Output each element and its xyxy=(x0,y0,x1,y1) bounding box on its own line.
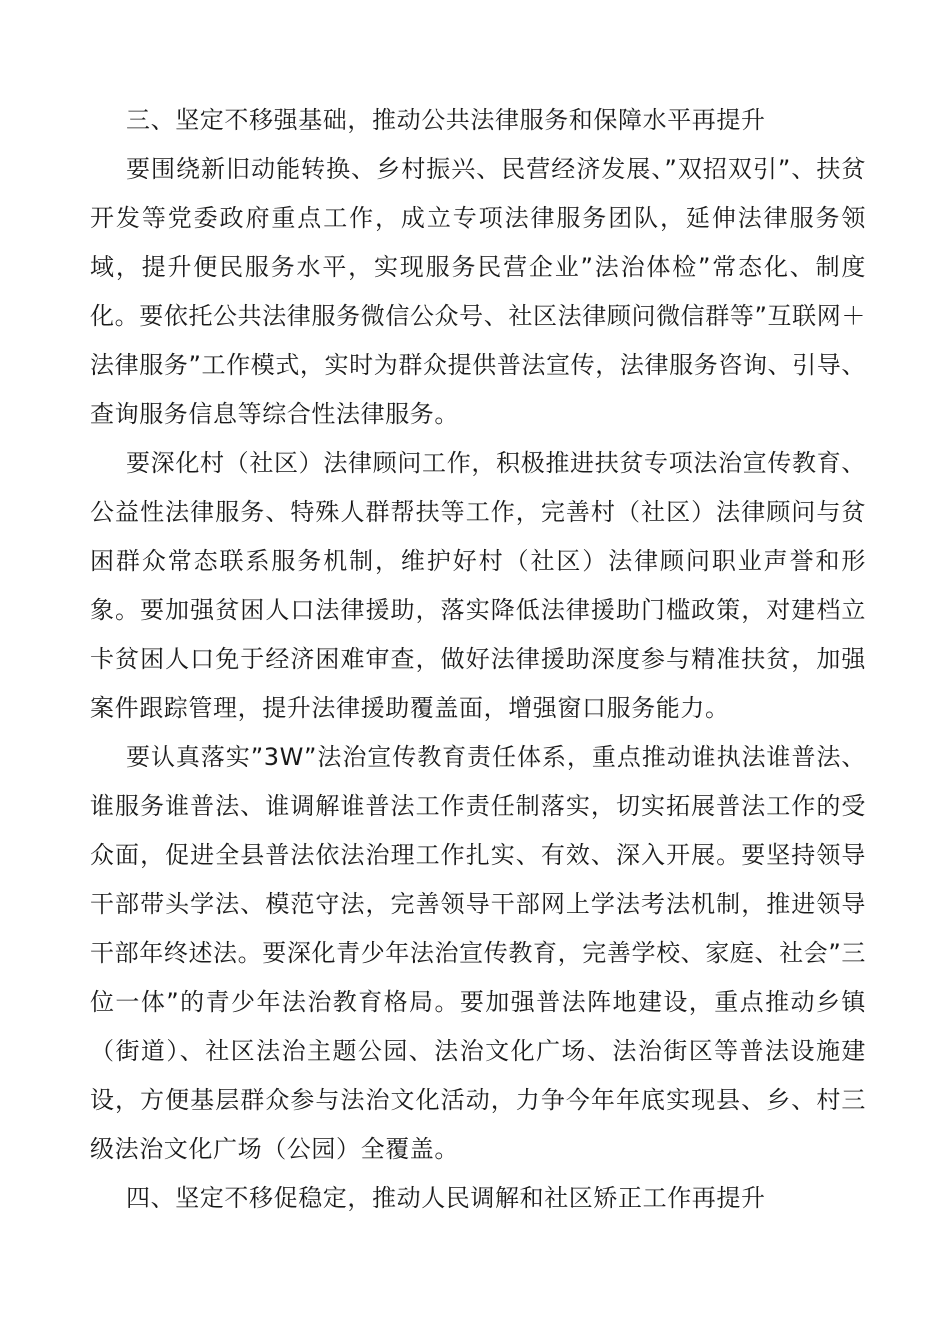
paragraph-legal-education: 要认真落实”3W”法治宣传教育责任体系，重点推动谁执法谁普法、谁服务谁普法、谁调解谁普法工作责任制落实，切实拓展普法工作的受众面，促进全县普法依法治理工作扎实、有效、深入开展。要坚持领导干部带头学法、模范守法，完善领导干部网上学法考法机制，推进领导干部年终述法。要深化青少年法治宣传教育，完善学校、家庭、社会”三位一体”的青少年法治教育格局。要加强普法阵地建设，重点推动乡镇（街道）、社区法治主题公园、法治文化广场、法治街区等普法设施建设，方便基层群众参与法治文化活动，力争今年年底实现县、乡、村三级法治文化广场（公园）全覆盖。 xyxy=(90,743,866,1163)
section-heading-3: 三、坚定不移强基础，推动公共法律服务和保障水平再提升 xyxy=(126,106,766,134)
paragraph-legal-services: 要围绕新旧动能转换、乡村振兴、民营经济发展、”双招双引”、扶贫开发等党委政府重点工作，成立专项法律服务团队，延伸法律服务领域，提升便民服务水平，实现服务民营企业”法治体检”常态化、制度化。要依托公共法律服务微信公众号、社区法律顾问微信群等”互联网＋法律服务”工作模式，实时为群众提供普法宣传，法律服务咨询、引导、查询服务信息等综合性法律服务。 xyxy=(90,155,866,428)
paragraph-legal-aid: 要深化村（社区）法律顾问工作，积极推进扶贫专项法治宣传教育、公益性法律服务、特殊人群帮扶等工作，完善村（社区）法律顾问与贫困群众常态联系服务机制，维护好村（社区）法律顾问职业声誉和形象。要加强贫困人口法律援助，落实降低法律援助门槛政策，对建档立卡贫困人口免于经济困难审查，做好法律援助深度参与精准扶贫，加强案件跟踪管理，提升法律援助覆盖面，增强窗口服务能力。 xyxy=(90,449,866,722)
document-body xyxy=(90,96,866,1223)
section-heading-4: 四、坚定不移促稳定，推动人民调解和社区矫正工作再提升 xyxy=(126,1184,766,1212)
